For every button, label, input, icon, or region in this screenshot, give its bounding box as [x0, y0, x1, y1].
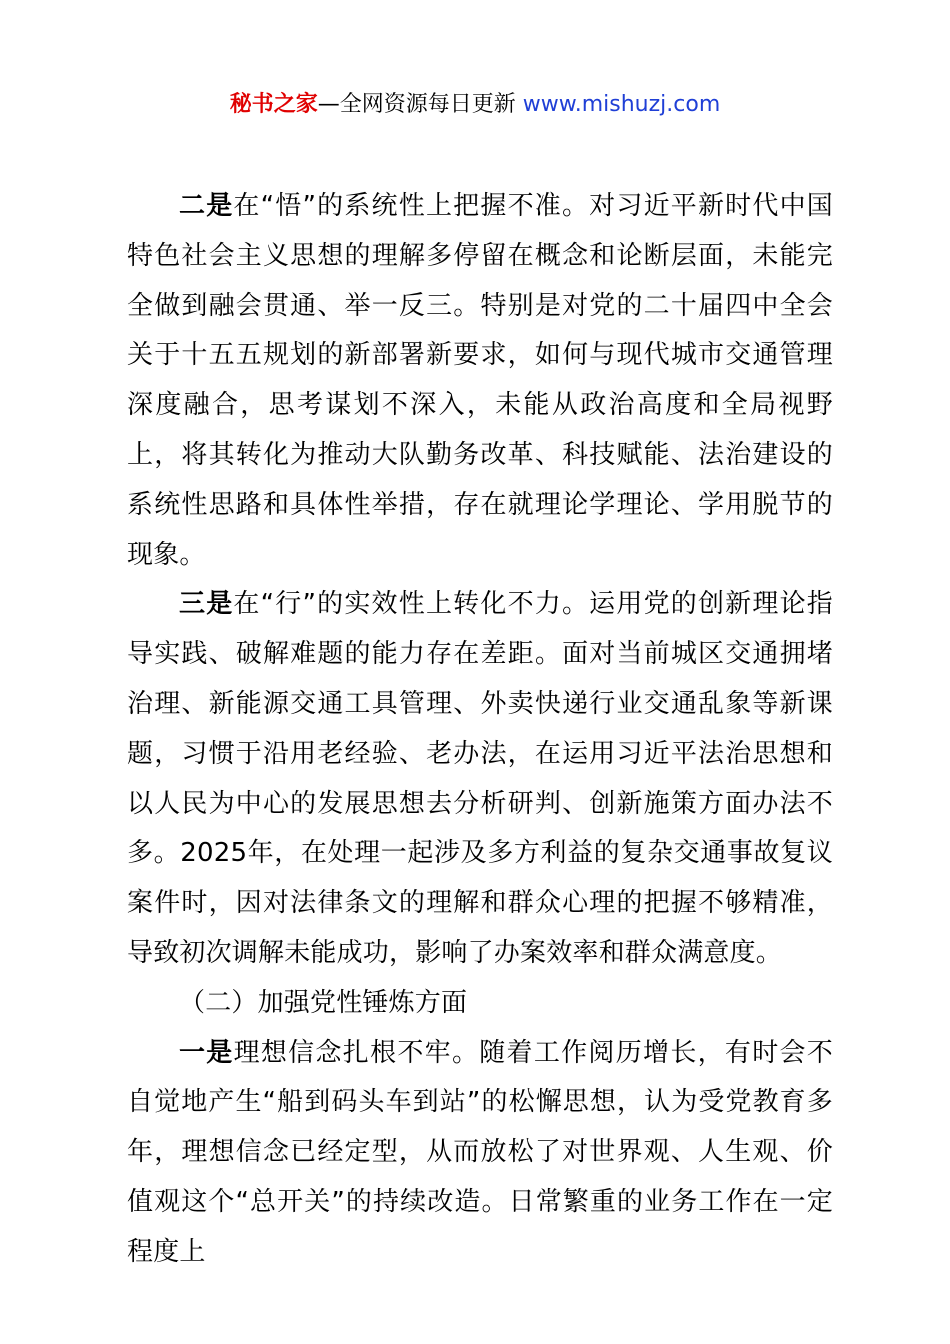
paragraph-item-3 [127, 580, 833, 978]
paragraph-item-2 [127, 182, 833, 580]
document-body [127, 182, 833, 1278]
header-tagline: —全网资源每日更新 [317, 92, 523, 117]
brand-name: 秘书之家 [229, 92, 318, 117]
paragraph-text: 在“行”的实效性上转化不力。运用党的创新理论指导实践、破解难题的能力存在差距。面对当前城区交通拥堵治理、新能源交通工具管理、外卖快递行业交通乱象等新课题，习惯于沿用老经验、老办法，在运用习近平法治思想和以人民为中心的发展思想去分析研判、创新施策方面办法不多。2025年，在处理一起涉及多方利益的复杂交通事故复议案件时，因对法律条文的理解和群众心理的把握不够精准，导致初次调解未能成功，影响了办案效率和群众满意度。 [127, 589, 833, 968]
section-heading-text: （二）加强党性锤炼方面 [179, 987, 468, 1018]
site-url[interactable]: www.mishuzj.com [522, 92, 721, 117]
paragraph-item-1 [127, 1029, 833, 1278]
paragraph-lead: 一是 [179, 1037, 234, 1068]
paragraph-text: 理想信念扎根不牢。随着工作阅历增长，有时会不自觉地产生“船到码头车到站”的松懈思想，认为受党教育多年，理想信念已经定型，从而放松了对世界观、人生观、价值观这个“总开关”的持续改造。日常繁重的业务工作在一定程度上 [127, 1037, 833, 1267]
paragraph-text: 在“悟”的系统性上把握不准。对习近平新时代中国特色社会主义思想的理解多停留在概念和论断层面，未能完全做到融会贯通、举一反三。特别是对党的二十届四中全会关于十五五规划的新部署新要求，如何与现代城市交通管理深度融合，思考谋划不深入，未能从政治高度和全局视野上，将其转化为推动大队勤务改革、科技赋能、法治建设的系统性思路和具体性举措，存在就理论学理论、学用脱节的现象。 [127, 191, 833, 570]
paragraph-lead: 三是 [179, 589, 234, 620]
section-heading [127, 979, 833, 1029]
paragraph-lead: 二是 [179, 191, 234, 221]
site-header [0, 88, 950, 122]
